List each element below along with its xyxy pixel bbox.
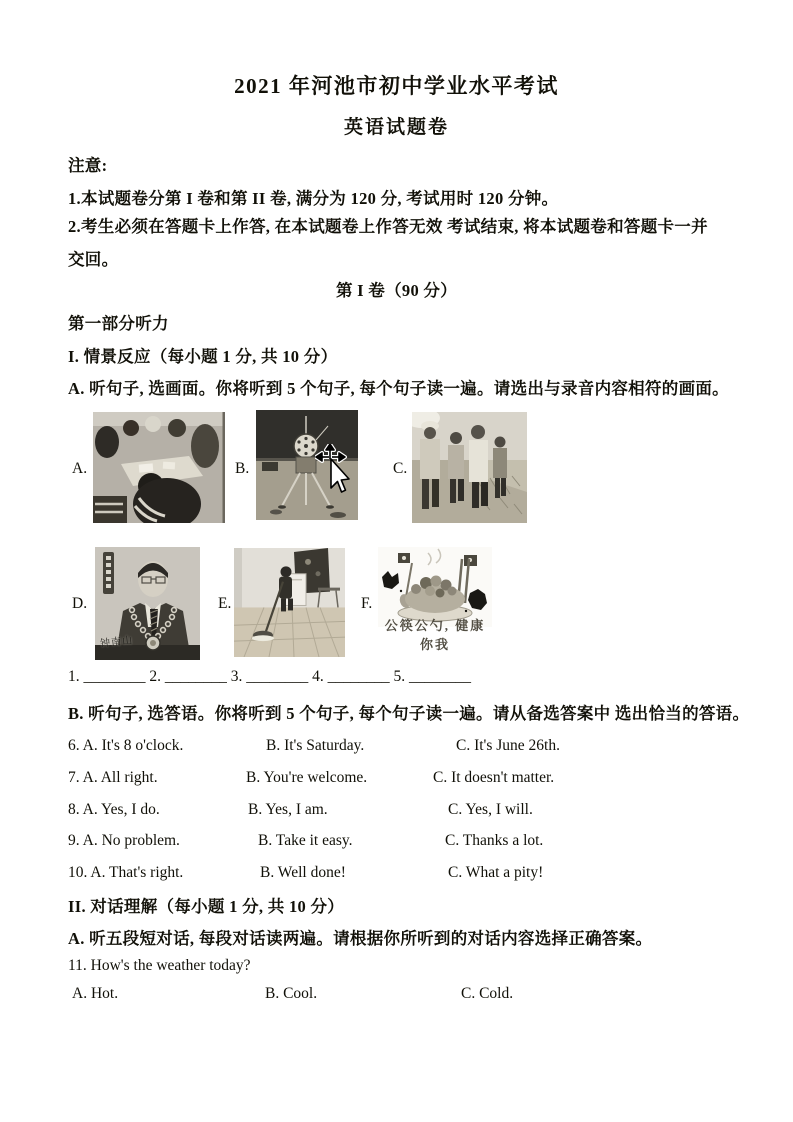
exam-subtitle: 英语试题卷	[343, 117, 449, 138]
pointer-with-move-arrows	[315, 444, 351, 498]
picture-c-photo	[412, 412, 527, 523]
section2-heading: II. 对话理解（每小题 1 分, 共 10 分）	[68, 897, 345, 916]
picture-e-photo	[234, 548, 345, 657]
notice-item-1: 1.本试题卷分第 I 卷和第 II 卷, 满分为 120 分, 考试用时 120 分钟。	[68, 189, 559, 208]
part-one-heading: 第一部分听力	[68, 314, 169, 333]
q7-option-a: 7. A. All right.	[68, 769, 158, 786]
answer-blanks-line: 1. ________ 2. ________ 3. ________ 4. ________ 5. ________	[68, 668, 471, 685]
section1-heading: I. 情景反应（每小题 1 分, 共 10 分）	[68, 347, 338, 366]
q9-option-a: 9. A. No problem.	[68, 832, 180, 849]
picture-f-caption: 公筷公勺, 健康你我	[384, 618, 486, 652]
q11-option-b: B. Cool.	[265, 985, 318, 1002]
q6-option-c: C. It's June 26th.	[456, 737, 560, 754]
q6-option-b: B. It's Saturday.	[266, 737, 365, 754]
question-row-10	[68, 864, 728, 884]
q7-option-c: C. It doesn't matter.	[433, 769, 555, 786]
question-11-text: 11. How's the weather today?	[68, 957, 251, 974]
picture-f-photo	[378, 547, 492, 653]
question-row-9	[68, 832, 728, 852]
section2-parta-instruction: A. 听五段短对话, 每段对话读两遍。请根据你所听到的对话内容选择正确答案。	[68, 929, 653, 948]
q8-option-a: 8. A. Yes, I do.	[68, 801, 160, 818]
picture-label-f: F.	[361, 595, 373, 612]
picture-label-a: A.	[72, 460, 88, 477]
mouse-move-cursor-icon	[315, 444, 351, 498]
exam-title: 2021 年河池市初中学业水平考试	[234, 74, 559, 98]
picture-label-d: D.	[72, 595, 88, 612]
question-row-8	[68, 801, 728, 821]
section1-parta-instruction: A. 听句子, 选画面。你将听到 5 个句子, 每个句子读一遍。请选出与录音内容相符的画面。	[68, 379, 729, 398]
question-row-6	[68, 737, 728, 757]
q8-option-c: C. Yes, I will.	[448, 801, 533, 818]
volume1-heading: 第 I 卷（90 分）	[335, 281, 458, 300]
q10-option-a: 10. A. That's right.	[68, 864, 184, 881]
q9-option-b: B. Take it easy.	[258, 832, 353, 849]
q10-option-b: B. Well done!	[260, 864, 346, 881]
picture-a-photo	[93, 412, 225, 523]
question-row-11	[68, 985, 728, 1005]
notice-item-2: 2.考生必须在答题卡上作答, 在本试题卷上作答无效 考试结束, 将本试题卷和答题卡一并交回。	[68, 217, 708, 269]
q8-option-b: B. Yes, I am.	[248, 801, 328, 818]
picture-label-e: E.	[218, 595, 232, 612]
picture-label-c: C.	[393, 460, 408, 477]
picture-label-b: B.	[235, 460, 250, 477]
students-around-table-illustration	[93, 412, 225, 523]
q11-option-a: A. Hot.	[72, 985, 119, 1002]
notice-label: 注意:	[68, 156, 108, 175]
picture-d-caption: 钟南山	[99, 635, 134, 650]
q7-option-b: B. You're welcome.	[246, 769, 368, 786]
q9-option-c: C. Thanks a lot.	[445, 832, 544, 849]
picture-d-photo	[95, 547, 200, 660]
person-mopping-floor-illustration	[234, 548, 345, 657]
section1-partb-instruction: B. 听句子, 选答语。你将听到 5 个句子, 每个句子读一遍。请从备选答案中 选出恰当的答语。	[68, 704, 750, 723]
q10-option-c: C. What a pity!	[448, 864, 544, 881]
q11-option-c: C. Cold.	[461, 985, 514, 1002]
question-row-7	[68, 769, 728, 789]
q6-option-a: 6. A. It's 8 o'clock.	[68, 737, 184, 754]
people-in-field-illustration	[412, 412, 527, 523]
